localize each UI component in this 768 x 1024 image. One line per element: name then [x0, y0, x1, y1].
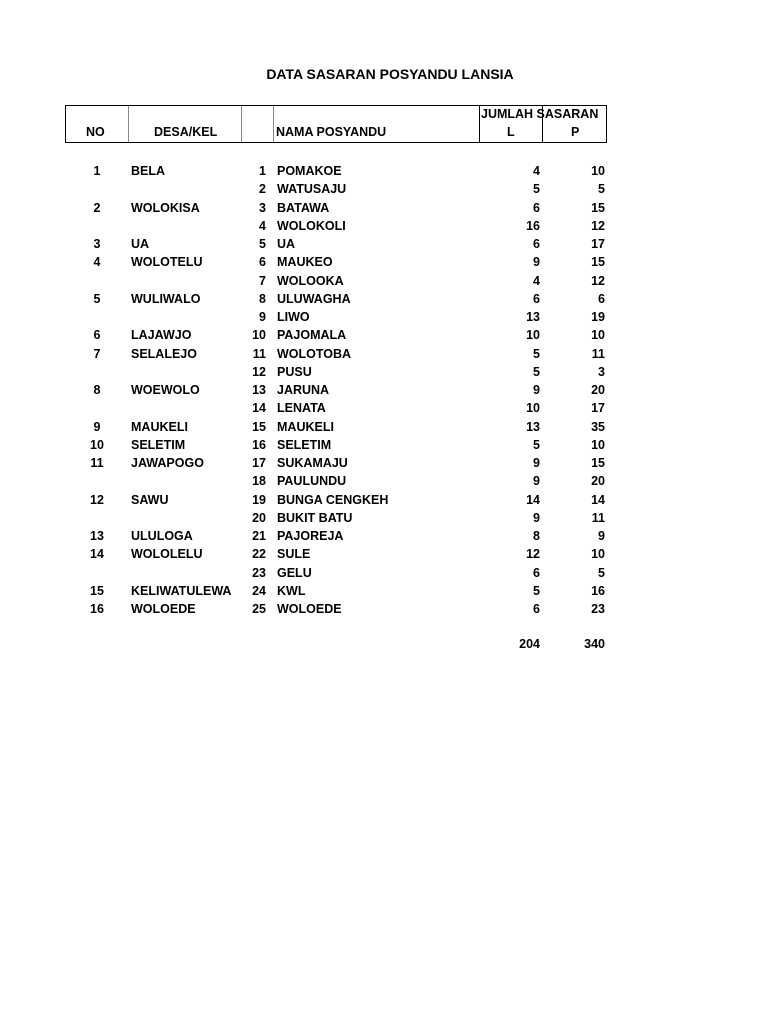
cell-posyandu-no: 24 — [252, 583, 266, 598]
cell-p: 14 — [591, 492, 605, 507]
cell-p: 17 — [591, 401, 605, 416]
table-row — [0, 472, 768, 490]
cell-nama-posyandu: LENATA — [277, 401, 326, 416]
cell-posyandu-no: 22 — [252, 547, 266, 562]
cell-nama-posyandu: SELETIM — [277, 437, 332, 452]
cell-nama-posyandu: SULE — [277, 547, 311, 562]
cell-nama-posyandu: MAUKEO — [277, 255, 333, 270]
table-row — [0, 454, 768, 472]
cell-l: 12 — [526, 547, 540, 562]
table-row — [0, 199, 768, 217]
table-row — [0, 564, 768, 582]
cell-desa: WOLOLELU — [131, 547, 203, 562]
table-row — [0, 363, 768, 381]
table-row — [0, 545, 768, 563]
table-row — [0, 180, 768, 198]
cell-nama-posyandu: SUKAMAJU — [277, 456, 348, 470]
cell-posyandu-no: 21 — [252, 529, 266, 543]
cell-p: 35 — [591, 419, 605, 434]
cell-desa: SELETIM — [131, 437, 186, 452]
cell-no: 6 — [93, 328, 101, 343]
cell-p: 12 — [591, 218, 605, 233]
cell-posyandu-no: 1 — [259, 164, 266, 178]
cell-nama-posyandu: PAULUNDU — [277, 474, 347, 489]
cell-l: 6 — [533, 200, 540, 215]
cell-l: 4 — [533, 273, 540, 288]
table-row — [0, 436, 768, 454]
header-desa: DESA/KEL — [154, 125, 218, 139]
cell-no: 2 — [93, 200, 101, 215]
cell-l: 9 — [533, 474, 540, 489]
cell-nama-posyandu: LIWO — [277, 310, 310, 324]
cell-l: 10 — [526, 401, 540, 416]
table-body — [0, 162, 768, 618]
header-jumlah-sasaran: JUMLAH SASARAN — [481, 107, 599, 121]
cell-nama-posyandu: PAJOMALA — [277, 328, 347, 343]
cell-posyandu-no: 20 — [252, 510, 266, 525]
table-row — [0, 399, 768, 417]
cell-p: 12 — [591, 273, 605, 288]
column-divider — [128, 106, 129, 142]
cell-no: 11 — [90, 456, 104, 470]
cell-l: 16 — [526, 218, 540, 233]
cell-desa: WOLOKISA — [131, 200, 200, 215]
cell-p: 5 — [598, 182, 605, 197]
cell-desa: WOLOTELU — [131, 255, 203, 270]
cell-p: 11 — [591, 346, 605, 361]
cell-posyandu-no: 14 — [252, 401, 266, 416]
cell-l: 10 — [526, 328, 540, 343]
cell-l: 5 — [533, 346, 540, 361]
cell-l: 5 — [533, 182, 540, 197]
table-row — [0, 381, 768, 399]
cell-l: 8 — [533, 529, 540, 543]
cell-no: 5 — [93, 291, 101, 306]
cell-p: 20 — [591, 474, 605, 489]
cell-desa: JAWAPOGO — [131, 456, 204, 470]
cell-p: 5 — [598, 565, 605, 580]
cell-p: 23 — [591, 602, 605, 616]
column-divider — [241, 106, 242, 142]
cell-p: 15 — [591, 456, 605, 470]
cell-nama-posyandu: BATAWA — [277, 200, 330, 215]
table-row — [0, 272, 768, 290]
cell-nama-posyandu: KWL — [277, 583, 306, 598]
cell-p: 16 — [591, 583, 605, 598]
cell-no: 3 — [93, 237, 101, 251]
cell-posyandu-no: 13 — [252, 383, 266, 397]
cell-desa: MAUKELI — [131, 419, 188, 434]
cell-l: 5 — [533, 583, 540, 598]
cell-nama-posyandu: WOLOOKA — [277, 273, 344, 288]
cell-no: 7 — [93, 346, 101, 361]
cell-nama-posyandu: POMAKOE — [277, 164, 342, 178]
cell-p: 20 — [591, 383, 605, 397]
cell-no: 14 — [90, 547, 104, 562]
cell-p: 10 — [591, 437, 605, 452]
cell-l: 13 — [526, 310, 540, 324]
cell-nama-posyandu: WOLOKOLI — [277, 218, 346, 233]
cell-no: 16 — [90, 602, 104, 616]
table-row — [0, 527, 768, 545]
table-row — [0, 217, 768, 235]
cell-desa: ULULOGA — [131, 529, 193, 543]
cell-p: 19 — [591, 310, 605, 324]
table-row — [0, 345, 768, 363]
cell-l: 5 — [533, 364, 540, 379]
cell-nama-posyandu: PUSU — [277, 364, 312, 379]
header-nama-posyandu: NAMA POSYANDU — [276, 125, 387, 139]
cell-nama-posyandu: BUKIT BATU — [277, 510, 353, 525]
cell-desa: UA — [131, 237, 150, 251]
cell-nama-posyandu: WOLOEDE — [277, 602, 342, 616]
cell-l: 6 — [533, 291, 540, 306]
cell-posyandu-no: 25 — [252, 602, 266, 616]
cell-l: 6 — [533, 602, 540, 616]
cell-posyandu-no: 11 — [252, 346, 266, 361]
cell-no: 9 — [93, 419, 101, 434]
cell-l: 9 — [533, 510, 540, 525]
cell-no: 13 — [90, 529, 104, 543]
cell-desa: SELALEJO — [131, 346, 197, 361]
cell-l: 9 — [533, 383, 540, 397]
cell-p: 10 — [591, 164, 605, 178]
cell-desa: LAJAWJO — [131, 328, 192, 343]
cell-posyandu-no: 18 — [252, 474, 266, 489]
totals-row — [0, 635, 768, 653]
cell-desa: WOLOEDE — [131, 602, 196, 616]
cell-nama-posyandu: WATUSAJU — [277, 182, 347, 197]
cell-nama-posyandu: MAUKELI — [277, 419, 334, 434]
cell-l: 6 — [533, 565, 540, 580]
cell-l: 5 — [533, 437, 540, 452]
cell-posyandu-no: 6 — [259, 255, 266, 270]
cell-p: 6 — [598, 291, 605, 306]
table-row — [0, 491, 768, 509]
cell-posyandu-no: 10 — [252, 328, 266, 343]
cell-p: 15 — [591, 200, 605, 215]
cell-p: 10 — [591, 328, 605, 343]
table-row — [0, 509, 768, 527]
cell-posyandu-no: 3 — [259, 200, 266, 215]
cell-nama-posyandu: GELU — [277, 565, 312, 580]
cell-no: 12 — [90, 492, 104, 507]
cell-desa: WULIWALO — [131, 291, 201, 306]
cell-no: 10 — [90, 437, 104, 452]
table-row — [0, 162, 768, 180]
cell-l: 4 — [533, 164, 540, 178]
table-row — [0, 418, 768, 436]
cell-posyandu-no: 12 — [252, 364, 266, 379]
cell-desa: WOEWOLO — [131, 383, 200, 397]
cell-posyandu-no: 23 — [252, 565, 266, 580]
cell-l: 9 — [533, 255, 540, 270]
cell-p: 10 — [591, 547, 605, 562]
cell-desa: KELIWATULEWA — [131, 583, 232, 598]
table-row — [0, 253, 768, 271]
cell-nama-posyandu: JARUNA — [277, 383, 330, 397]
total-l: 204 — [519, 637, 540, 651]
table-row — [0, 235, 768, 253]
cell-l: 9 — [533, 456, 540, 470]
table-row — [0, 582, 768, 600]
column-divider — [273, 106, 274, 142]
cell-nama-posyandu: UA — [277, 237, 296, 251]
cell-posyandu-no: 8 — [259, 291, 266, 306]
cell-posyandu-no: 2 — [259, 182, 266, 197]
cell-no: 8 — [93, 383, 101, 397]
cell-no: 1 — [93, 164, 101, 178]
header-no: NO — [86, 125, 105, 139]
cell-desa: BELA — [131, 164, 166, 178]
cell-nama-posyandu: PAJOREJA — [277, 529, 344, 543]
cell-desa: SAWU — [131, 492, 169, 507]
header-l: L — [507, 125, 515, 139]
cell-nama-posyandu: WOLOTOBA — [277, 346, 352, 361]
cell-posyandu-no: 9 — [259, 310, 266, 324]
cell-p: 9 — [598, 529, 605, 543]
column-divider — [479, 106, 480, 142]
cell-p: 15 — [591, 255, 605, 270]
table-row — [0, 600, 768, 618]
cell-no: 15 — [90, 583, 104, 598]
cell-p: 3 — [598, 364, 605, 379]
cell-l: 14 — [526, 492, 540, 507]
cell-p: 11 — [591, 510, 605, 525]
cell-nama-posyandu: BUNGA CENGKEH — [277, 492, 389, 507]
cell-posyandu-no: 4 — [259, 218, 266, 233]
table-row — [0, 308, 768, 326]
table-header — [65, 105, 607, 143]
page-title: DATA SASARAN POSYANDU LANSIA — [266, 66, 514, 82]
cell-posyandu-no: 7 — [259, 273, 266, 288]
cell-posyandu-no: 5 — [259, 237, 266, 251]
cell-p: 17 — [591, 237, 605, 251]
header-p: P — [571, 125, 580, 139]
table-row — [0, 326, 768, 344]
cell-no: 4 — [93, 255, 101, 270]
cell-posyandu-no: 15 — [252, 419, 266, 434]
cell-posyandu-no: 17 — [252, 456, 266, 470]
cell-posyandu-no: 16 — [252, 437, 266, 452]
total-p: 340 — [584, 637, 605, 651]
cell-l: 13 — [526, 419, 540, 434]
cell-l: 6 — [533, 237, 540, 251]
cell-nama-posyandu: ULUWAGHA — [277, 291, 351, 306]
table-row — [0, 290, 768, 308]
cell-posyandu-no: 19 — [252, 492, 266, 507]
